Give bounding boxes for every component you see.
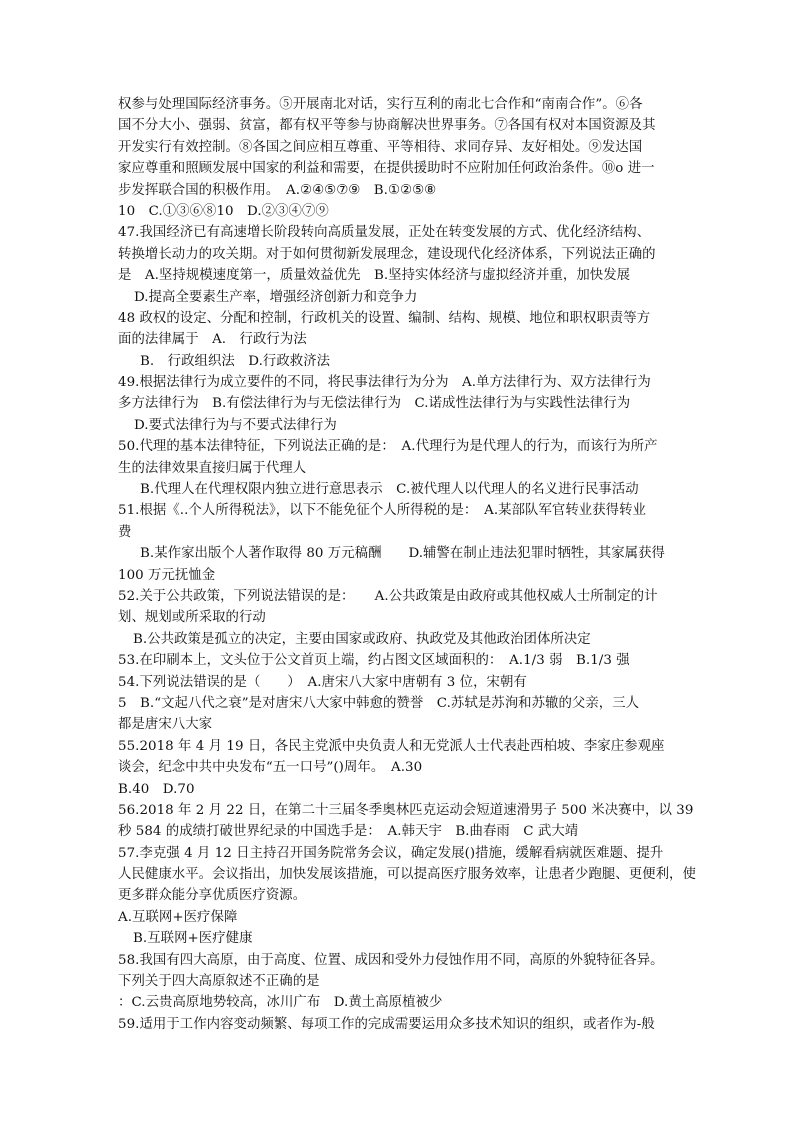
text-line: 家应尊重和照顾发展中国家的利益和需要，在提供援助时不应附加任何政治条件。⑩o 进一 bbox=[118, 161, 655, 177]
answer-option: D.提高全要素生产率，增强经济创新力和竞争力 bbox=[134, 289, 418, 305]
question-57: 57.李克强 4 月 12 日主持召开国务院常务会议，确定发展()措施，缓解看病就医难题、提升 bbox=[118, 845, 664, 861]
answer-option: B.代理人在代理权限内独立进行意思表示 C.被代理人以代理人的名义进行民事活动 bbox=[140, 482, 639, 498]
text-line: 步发挥联合国的积极作用。 A.②④⑤⑦⑨ B.①②⑤⑧ bbox=[118, 182, 437, 198]
text-line: 生的法律效果直接归属于代理人 bbox=[118, 460, 307, 476]
text-line: 多方法律行为 B.有偿法律行为与无偿法律行为 C.诺成性法律行为与实践性法律行为 bbox=[118, 396, 631, 412]
text-line: 转换增长动力的攻关期。对于如何贯彻新发展理念，建设现代化经济体系，下列说法正确的 bbox=[118, 246, 656, 262]
text-line: 国不分大小、强弱、贫富，都有权平等参与协商解决世界事务。⑦各国有权对本国资源及其 bbox=[118, 118, 656, 134]
answer-option: A.互联网+医疗保障 bbox=[118, 909, 238, 925]
text-line: 下列关于四大高原叙述不正确的是 bbox=[118, 974, 320, 990]
text-line: 更多群众能分享优质医疗资源。 bbox=[118, 888, 307, 904]
question-54: 54.下列说法错误的是（ ） A.唐宋八大家中唐朝有 3 位，宋朝有 bbox=[118, 674, 527, 690]
text-line: 秒 584 的成绩打破世界纪录的中国选手是： A.韩天宇 B.曲春雨 C 武大靖 bbox=[118, 824, 579, 840]
question-56: 56.2018 年 2 月 22 日，在第二十三届冬季奥林匹克运动会短道速滑男子 500 米决赛中，以 39 bbox=[118, 802, 694, 818]
text-line: 开发实行有效控制。⑧各国之间应相互尊重、平等相待、求同存异、友好相处。⑨发达国 bbox=[118, 139, 643, 155]
text-line: 划、规划或所采取的行动 bbox=[118, 610, 266, 626]
document-page bbox=[118, 94, 708, 1035]
question-53: 53.在印刷本上，文头位于公文首页上端，约占图文区域面积的： A.1/3 弱 B.1/3 强 bbox=[118, 653, 630, 669]
question-51: 51.根据《..个人所得税法》，以下不能免征个人所得税的是： A.某部队军官转业获得转业 bbox=[118, 503, 646, 519]
answer-option: B.互联网+医疗健康 bbox=[133, 931, 253, 947]
answer-option: B.某作家出版个人著作取得 80 万元稿酬 D.辅警在制止违法犯罪时牺牲，其家属获得 bbox=[140, 546, 665, 562]
text-line: 费 bbox=[118, 524, 132, 540]
question-49: 49.根据法律行为成立要件的不同，将民事法律行为分为 A.单方法律行为、双方法律行为 bbox=[118, 375, 651, 391]
answer-option: D.要式法律行为与不要式法律行为 bbox=[134, 417, 337, 433]
text-line: 权参与处理国际经济事务。⑤开展南北对话，实行互利的南北七合作和“南南合作”。⑥各 bbox=[118, 97, 643, 112]
text-line: 5 B.“文起八代之衰”是对唐宋八大家中韩愈的赞誉 C.苏轼是苏洵和苏辙的父亲，三人 bbox=[118, 695, 640, 711]
question-55: 55.2018 年 4 月 19 日，各民主党派中央负责人和无党派人士代表赴西柏坡、李家庄参观座 bbox=[118, 738, 665, 754]
text-line: 10 C.①③⑥⑧10 D.②③④⑦⑨ bbox=[118, 203, 329, 219]
answer-option: B. 行政组织法 D.行政救济法 bbox=[140, 353, 331, 369]
question-47: 47.我国经济已有高速增长阶段转向高质量发展，正处在转变发展的方式、优化经济结构、 bbox=[118, 225, 651, 241]
text-line: 面的法律属于 A. 行政行为法 bbox=[118, 332, 307, 348]
text-line: 谈会，纪念中共中央发布“五一口号”()周年。 A.30 bbox=[118, 760, 423, 776]
question-48: 48 政权的设定、分配和控制，行政机关的设置、编制、结构、规模、地位和职权职责等方 bbox=[118, 310, 651, 326]
answer-option: ：C.云贵高原地势较高，冰川广布 D.黄土高原植被少 bbox=[118, 995, 443, 1011]
text-line: 是 A.坚持规模速度第一，质量效益优先 B.坚持实体经济与虚拟经济并重，加快发展 bbox=[118, 268, 631, 284]
text-line: 人民健康水平。会议指出，加快发展该措施，可以提高医疗服务效率，让患者少跑腿、更便利，使 bbox=[118, 867, 696, 883]
answer-option: B.40 D.70 bbox=[118, 781, 195, 797]
answer-option: B.公共政策是孤立的决定，主要由国家或政府、执政党及其他政治团体所决定 bbox=[133, 631, 591, 647]
text-line: 都是唐宋八大家 bbox=[118, 717, 213, 733]
question-58: 58.我国有四大高原，由于高度、位置、成因和受外力侵蚀作用不同，高原的外貌特征各异。 bbox=[118, 952, 664, 968]
question-50: 50.代理的基本法律特征，下列说法正确的是： A.代理行为是代理人的行为，而该行为所产 bbox=[118, 439, 658, 455]
question-59: 59.适用于工作内容变动频繁、每项工作的完成需要运用众多技术知识的组织，或者作为-般 bbox=[118, 1016, 655, 1032]
text-line: 100 万元抚恤金 bbox=[118, 567, 216, 583]
question-52: 52.关于公共政策，下列说法错误的是： A.公共政策是由政府或其他权威人士所制定的计 bbox=[118, 588, 658, 604]
